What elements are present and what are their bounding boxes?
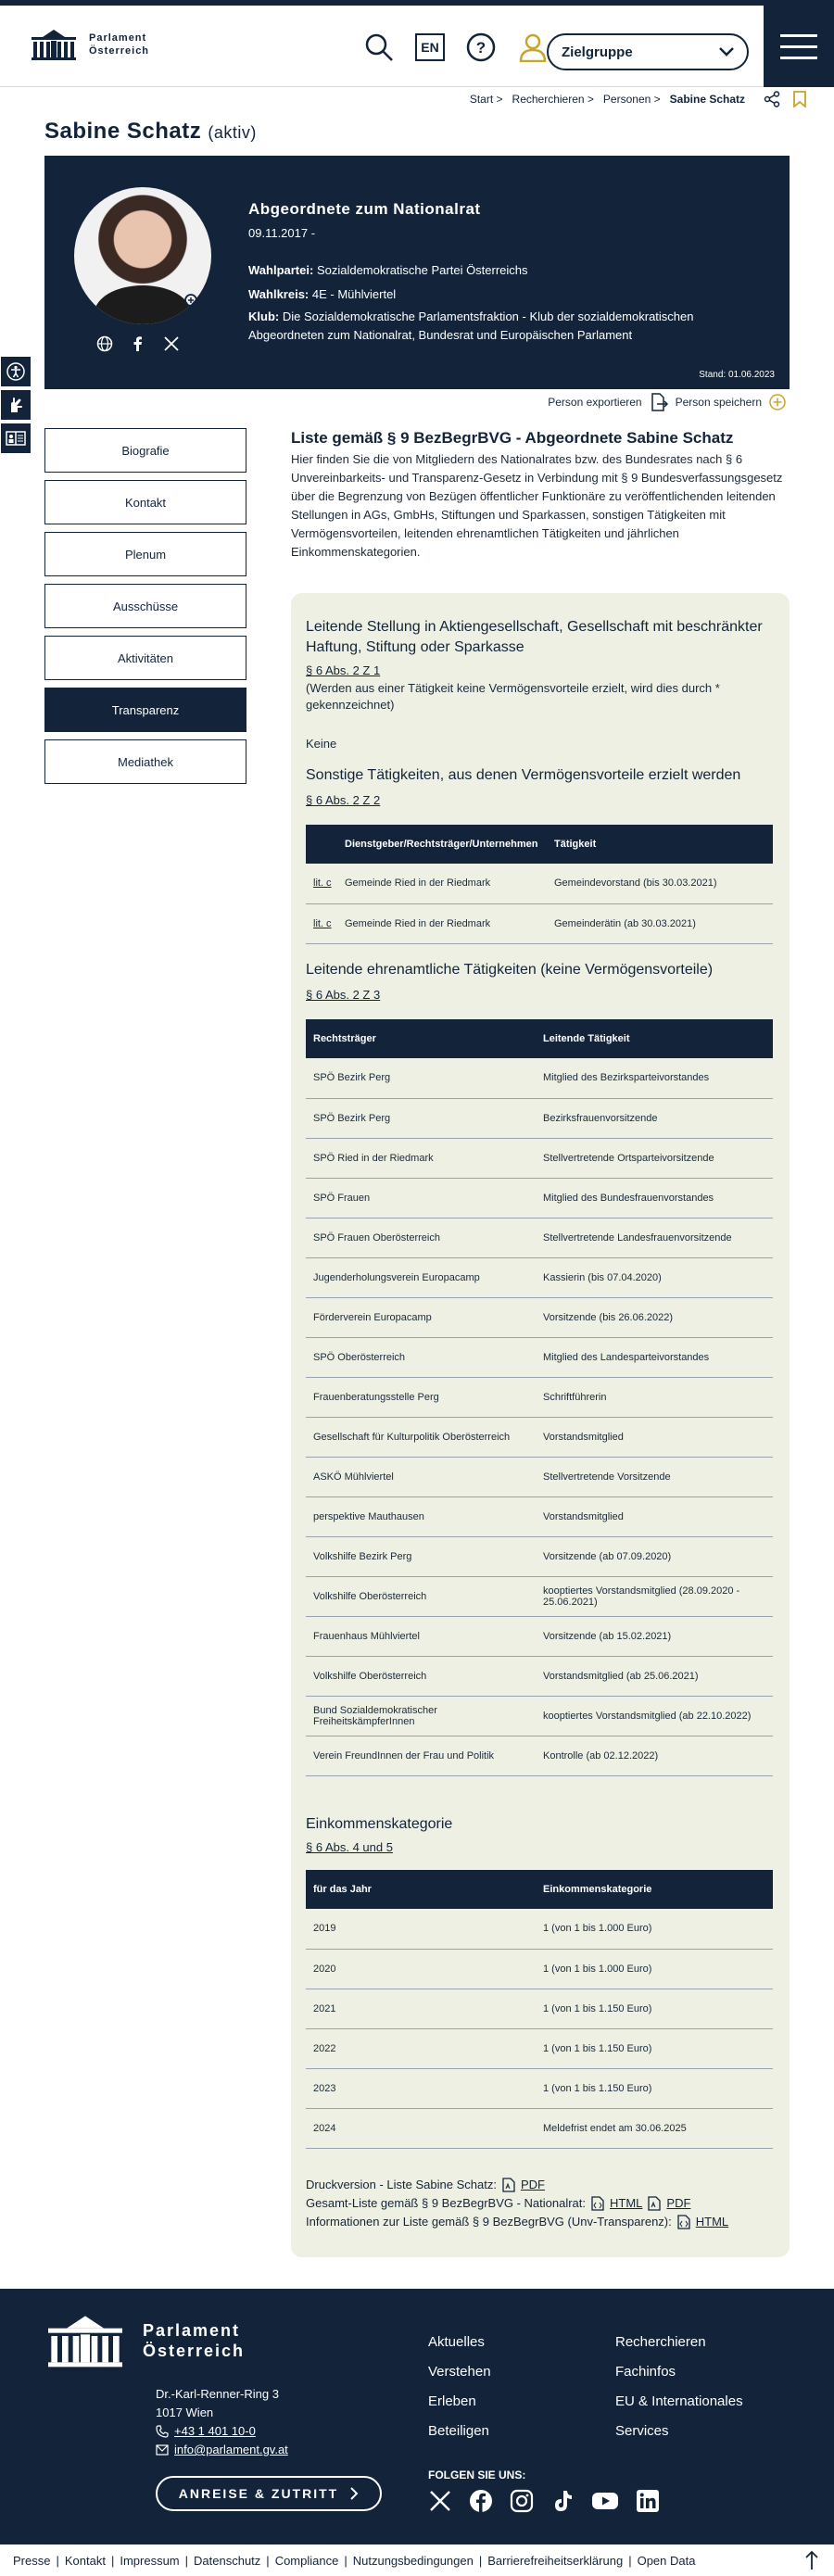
footer-social bbox=[428, 2489, 660, 2513]
table-cell: Stellvertretende Landesfrauenvorsitzende bbox=[536, 1218, 773, 1257]
table-row bbox=[306, 1949, 773, 1989]
sec3-col-org: Rechtsträger bbox=[306, 1019, 536, 1058]
bottom-link[interactable]: Datenschutz bbox=[194, 2553, 261, 2568]
facebook-icon[interactable] bbox=[469, 2489, 493, 2513]
table-cell: 2022 bbox=[306, 2028, 536, 2068]
breadcrumb-personen[interactable]: Personen > bbox=[602, 93, 661, 106]
footer-logo-line1: Parlament bbox=[143, 2321, 241, 2340]
table-cell: perspektive Mauthausen bbox=[306, 1496, 536, 1536]
table-cell: ASKÖ Mühlviertel bbox=[306, 1457, 536, 1496]
klub-value: Die Sozialdemokratische Parlamentsfraktion - Klub der sozialdemokratischen Abgeordneten zum Nationalrat, Bundesrat und Europäischen Parlament bbox=[248, 309, 694, 342]
table-cell: SPÖ Bezirk Perg bbox=[306, 1098, 536, 1138]
table-cell: SPÖ Oberösterreich bbox=[306, 1337, 536, 1377]
table-cell: Vorstandsmitglied bbox=[536, 1417, 773, 1457]
table-cell: Gesellschaft für Kulturpolitik Oberösterreich bbox=[306, 1417, 536, 1457]
link-separator: | bbox=[478, 2553, 483, 2568]
breadcrumb-recherchieren[interactable]: Recherchieren > bbox=[512, 93, 594, 106]
plus-circle-icon[interactable] bbox=[769, 394, 786, 410]
link-separator: | bbox=[344, 2553, 348, 2568]
link-separator: | bbox=[628, 2553, 632, 2568]
page-title bbox=[44, 119, 257, 145]
table-row bbox=[306, 2028, 773, 2068]
table-cell: Volkshilfe Oberösterreich bbox=[306, 1576, 536, 1616]
sidenav-item-ausschuesse[interactable]: Ausschüsse bbox=[44, 584, 246, 628]
sec1-title: Leitende Stellung in Aktiengesellschaft, Gesellschaft mit beschränkter Haftung, Stiftung oder Sparkasse bbox=[306, 619, 763, 655]
language-switch[interactable]: EN bbox=[415, 33, 445, 61]
table-row bbox=[306, 1257, 773, 1297]
sec2-law-link[interactable]: § 6 Abs. 2 Z 2 bbox=[306, 793, 381, 807]
table-row bbox=[306, 2068, 773, 2108]
target-group-select[interactable] bbox=[547, 33, 749, 70]
pdf-icon[interactable] bbox=[648, 2196, 661, 2211]
table-cell: Stellvertretende Ortsparteivorsitzende bbox=[536, 1138, 773, 1178]
html-icon[interactable] bbox=[677, 2215, 690, 2229]
sec4-col-year: für das Jahr bbox=[306, 1870, 536, 1909]
footer-city: 1017 Wien bbox=[156, 2406, 214, 2419]
breadcrumb bbox=[470, 93, 745, 106]
sidenav-item-transparenz[interactable]: Transparenz bbox=[44, 688, 246, 732]
sec4-col-cat: Einkommenskategorie bbox=[536, 1870, 773, 1909]
table-cell: 2020 bbox=[306, 1949, 536, 1989]
anreise-button[interactable] bbox=[156, 2476, 382, 2511]
table-cell: 1 (von 1 bis 1.150 Euro) bbox=[536, 1989, 773, 2028]
easy-read-icon[interactable] bbox=[0, 423, 32, 454]
youtube-icon[interactable] bbox=[591, 2489, 619, 2513]
table-row bbox=[306, 1576, 773, 1616]
html-icon[interactable] bbox=[591, 2196, 604, 2211]
back-to-top-icon[interactable] bbox=[804, 2550, 819, 2570]
export-icon[interactable] bbox=[650, 393, 668, 411]
table-row bbox=[306, 864, 773, 903]
main-content bbox=[291, 428, 790, 562]
download-label-full: Gesamt-Liste gemäß § 9 BezBegrBVG - Nationalrat: bbox=[306, 2196, 587, 2210]
chevron-down-icon bbox=[719, 47, 734, 57]
chevron-right-icon bbox=[349, 2486, 359, 2501]
table-cell: Schriftführerin bbox=[536, 1377, 773, 1417]
footer-phone-link[interactable]: +43 1 401 10-0 bbox=[174, 2424, 256, 2438]
footer-logo-line2: Österreich bbox=[143, 2342, 246, 2360]
table-row bbox=[306, 1098, 773, 1138]
table-cell: 2024 bbox=[306, 2108, 536, 2148]
wahlpartei-label: Wahlpartei: bbox=[248, 263, 314, 277]
bottom-link[interactable]: Barrierefreiheitserklärung bbox=[487, 2553, 624, 2568]
table-row bbox=[306, 1297, 773, 1337]
bottom-link[interactable]: Nutzungsbedingungen bbox=[352, 2553, 474, 2568]
accessibility-icon[interactable] bbox=[0, 356, 32, 387]
save-button[interactable]: Person speichern bbox=[675, 396, 762, 409]
mail-icon bbox=[156, 2444, 169, 2456]
table-row bbox=[306, 2108, 773, 2148]
table-cell: Gemeinde Ried in der Riedmark bbox=[337, 903, 547, 943]
link-separator: | bbox=[56, 2553, 59, 2568]
parlament-logo[interactable] bbox=[30, 28, 149, 61]
table-cell: Förderverein Europacamp bbox=[306, 1297, 536, 1337]
footer-street: Dr.-Karl-Renner-Ring 3 bbox=[156, 2387, 279, 2401]
link-separator: | bbox=[266, 2553, 270, 2568]
footer-link-fachinfos[interactable]: Fachinfos bbox=[615, 2364, 676, 2380]
table-row bbox=[306, 1736, 773, 1775]
table-cell: Mitglied des Landesparteivorstandes bbox=[536, 1337, 773, 1377]
table-row bbox=[306, 1218, 773, 1257]
table-cell: SPÖ Bezirk Perg bbox=[306, 1058, 536, 1098]
x-icon[interactable] bbox=[163, 335, 180, 352]
logo-line1: Parlament bbox=[89, 32, 147, 44]
sec2-col-act: Tätigkeit bbox=[547, 825, 773, 864]
footer-link-erleben[interactable]: Erleben bbox=[428, 2393, 476, 2409]
table-cell: 2023 bbox=[306, 2068, 536, 2108]
x-icon[interactable] bbox=[428, 2489, 452, 2513]
table-row bbox=[306, 1909, 773, 1949]
table-cell: Bezirksfrauenvorsitzende bbox=[536, 1098, 773, 1138]
sec3-title: Leitende ehrenamtliche Tätigkeiten (keine Vermögensvorteile) bbox=[306, 962, 714, 978]
table-cell: SPÖ Frauen bbox=[306, 1178, 536, 1218]
full-html-link[interactable]: HTML bbox=[610, 2196, 643, 2210]
table-row bbox=[306, 1138, 773, 1178]
footer-nav-col2 bbox=[615, 2328, 743, 2446]
lit-link[interactable]: lit. c bbox=[306, 864, 337, 903]
profile-card bbox=[44, 156, 790, 389]
table-row bbox=[306, 1457, 773, 1496]
table-row bbox=[306, 1417, 773, 1457]
breadcrumb-current: Sabine Schatz bbox=[669, 93, 745, 106]
downloads bbox=[306, 2176, 728, 2231]
footer-address bbox=[156, 2385, 288, 2459]
parliament-building-icon bbox=[44, 2313, 126, 2368]
table-row bbox=[306, 1337, 773, 1377]
download-label-info: Informationen zur Liste gemäß § 9 BezBegrBVG (Unv-Transparenz): bbox=[306, 2215, 672, 2229]
wahlkreis-label: Wahlkreis: bbox=[248, 287, 310, 301]
table-row bbox=[306, 1058, 773, 1098]
table-cell: Vorsitzende (ab 07.09.2020) bbox=[536, 1536, 773, 1576]
table-cell: Gemeindevorstand (bis 30.03.2021) bbox=[547, 864, 773, 903]
tiktok-icon[interactable] bbox=[550, 2489, 575, 2513]
sec4-table bbox=[306, 1870, 773, 2149]
klub-row bbox=[248, 308, 767, 345]
sidenav-item-mediathek[interactable]: Mediathek bbox=[44, 739, 246, 784]
sidenav-item-biografie[interactable]: Biografie bbox=[44, 428, 246, 473]
sidenav-item-kontakt[interactable]: Kontakt bbox=[44, 480, 246, 524]
footer-email-link[interactable]: info@parlament.gv.at bbox=[174, 2443, 288, 2456]
svg-text:?: ? bbox=[475, 39, 486, 57]
sec2-col-org: Dienstgeber/Rechtsträger/Unternehmen bbox=[306, 825, 547, 864]
table-cell: kooptiertes Vorstandsmitglied (28.09.2020 - 25.06.2021) bbox=[536, 1576, 773, 1616]
facebook-icon[interactable] bbox=[130, 335, 146, 352]
site-header bbox=[0, 6, 834, 87]
lit-link[interactable]: lit. c bbox=[306, 903, 337, 943]
table-cell: Meldefrist endet am 30.06.2025 bbox=[536, 2108, 773, 2148]
footer-link-services[interactable]: Services bbox=[615, 2423, 669, 2439]
table-cell: kooptiertes Vorstandsmitglied (ab 22.10.2022) bbox=[536, 1696, 773, 1736]
sec2-table bbox=[306, 825, 773, 944]
info-html-link[interactable]: HTML bbox=[695, 2215, 729, 2229]
sec3-law-link[interactable]: § 6 Abs. 2 Z 3 bbox=[306, 988, 381, 1002]
table-cell: Mitglied des Bezirksparteivorstandes bbox=[536, 1058, 773, 1098]
linkedin-icon[interactable] bbox=[636, 2489, 660, 2513]
link-separator: | bbox=[110, 2553, 115, 2568]
full-pdf-link[interactable]: PDF bbox=[666, 2196, 691, 2210]
parliament-building-icon bbox=[30, 28, 78, 61]
link-separator: | bbox=[184, 2553, 189, 2568]
table-cell: Vorstandsmitglied bbox=[536, 1496, 773, 1536]
footer-link-eu[interactable]: EU & Internationales bbox=[615, 2393, 743, 2409]
wahlkreis-value: 4E - Mühlviertel bbox=[311, 287, 397, 301]
table-cell: Volkshilfe Bezirk Perg bbox=[306, 1536, 536, 1576]
footer-link-recherchieren[interactable]: Recherchieren bbox=[615, 2334, 706, 2350]
anreise-label: ANREISE & ZUTRITT bbox=[178, 2486, 339, 2501]
footer-link-verstehen[interactable]: Verstehen bbox=[428, 2364, 491, 2380]
bottom-link[interactable]: Impressum bbox=[120, 2553, 180, 2568]
user-icon[interactable] bbox=[517, 32, 549, 63]
table-cell: Bund Sozialdemokratischer FreiheitskämpferInnen bbox=[306, 1696, 536, 1736]
table-cell: Volkshilfe Oberösterreich bbox=[306, 1656, 536, 1696]
table-row bbox=[306, 1656, 773, 1696]
wahlpartei-value: Sozialdemokratische Partei Österreichs bbox=[316, 263, 528, 277]
role-since: 09.11.2017 - bbox=[248, 226, 316, 240]
wahlkreis-row bbox=[248, 285, 767, 304]
follow-label: FOLGEN SIE UNS: bbox=[428, 2469, 526, 2481]
bottom-link[interactable]: Presse bbox=[13, 2553, 51, 2568]
table-cell: 1 (von 1 bis 1.150 Euro) bbox=[536, 2068, 773, 2108]
pdf-icon[interactable] bbox=[502, 2178, 515, 2192]
table-cell: Kontrolle (ab 02.12.2022) bbox=[536, 1736, 773, 1775]
table-row bbox=[306, 1536, 773, 1576]
share-icon[interactable] bbox=[764, 91, 780, 107]
phone-icon bbox=[156, 2425, 169, 2438]
breadcrumb-start[interactable]: Start > bbox=[469, 93, 503, 106]
footer-link-aktuelles[interactable]: Aktuelles bbox=[428, 2334, 485, 2350]
table-cell: 1 (von 1 bis 1.000 Euro) bbox=[536, 1909, 773, 1949]
instagram-icon[interactable] bbox=[510, 2489, 534, 2513]
profile-sidenav bbox=[44, 428, 246, 791]
bottom-links bbox=[0, 2544, 834, 2576]
bookmark-icon[interactable] bbox=[793, 91, 806, 107]
intro-text: Hier finden Sie die von Mitgliedern des Nationalrates bzw. des Bundesrates nach § 6 Unvereinbarkeits- und Transparenz-Gesetz in Verbindung mit § 9 Bundesverfassungsgesetz über die Begrenzung von Bezügen öffentlicher Funktionäre zu veröffentlichenden leitenden Stellungen in AGs, GmbHs, Stiftungen und Sparkassen, sonstigen Tätigkeiten mit Vermögensvorteilen, leitenden ehrenamtlichen Tätigkeiten und jährlichen Einkommenskategorien. bbox=[291, 452, 783, 559]
table-cell: Kassierin (bis 07.04.2020) bbox=[536, 1257, 773, 1297]
table-cell: Frauenhaus Mühlviertel bbox=[306, 1616, 536, 1656]
table-row bbox=[306, 1616, 773, 1656]
sec2-title: Sonstige Tätigkeiten, aus denen Vermögensvorteile erzielt werden bbox=[306, 767, 741, 783]
search-icon[interactable] bbox=[363, 32, 395, 63]
accessibility-widget bbox=[0, 356, 33, 456]
table-cell: Vorstandsmitglied (ab 25.06.2021) bbox=[536, 1656, 773, 1696]
export-button[interactable]: Person exportieren bbox=[548, 396, 642, 409]
table-row bbox=[306, 1696, 773, 1736]
table-row bbox=[306, 1496, 773, 1536]
wahlpartei-row bbox=[248, 261, 767, 280]
bottom-link[interactable]: Compliance bbox=[274, 2553, 339, 2568]
sec1-law-link[interactable]: § 6 Abs. 2 Z 1 bbox=[306, 663, 381, 677]
person-actions bbox=[548, 393, 786, 411]
table-row bbox=[306, 1989, 773, 2028]
sec4-title: Einkommenskategorie bbox=[306, 1816, 453, 1832]
sign-language-icon[interactable] bbox=[0, 389, 32, 421]
target-group-label: Zielgruppe bbox=[562, 44, 633, 60]
section-title: Liste gemäß § 9 BezBegrBVG - Abgeordnete Sabine Schatz bbox=[291, 429, 734, 447]
sec1-note: (Werden aus einer Tätigkeit keine Vermögensvorteile erzielt, wird dies durch * gekennzeichnet) bbox=[306, 681, 720, 712]
footer-link-beteiligen[interactable]: Beteiligen bbox=[428, 2423, 489, 2439]
zoom-icon[interactable] bbox=[183, 293, 202, 311]
menu-icon[interactable] bbox=[764, 6, 834, 87]
table-cell: Verein FreundInnen der Frau und Politik bbox=[306, 1736, 536, 1775]
person-status: (aktiv) bbox=[208, 123, 257, 142]
sec3-col-act: Leitende Tätigkeit bbox=[536, 1019, 773, 1058]
table-row bbox=[306, 903, 773, 943]
print-pdf-link[interactable]: PDF bbox=[520, 2178, 545, 2191]
table-cell: Frauenberatungsstelle Perg bbox=[306, 1377, 536, 1417]
website-icon[interactable] bbox=[96, 335, 113, 352]
table-cell: 2021 bbox=[306, 1989, 536, 2028]
table-row bbox=[306, 1178, 773, 1218]
table-cell: Stellvertretende Vorsitzende bbox=[536, 1457, 773, 1496]
person-name: Sabine Schatz bbox=[44, 119, 202, 144]
sec3-table bbox=[306, 1019, 773, 1776]
table-cell: 2019 bbox=[306, 1909, 536, 1949]
klub-label: Klub: bbox=[248, 309, 280, 323]
footer-logo[interactable] bbox=[44, 2313, 245, 2368]
table-row bbox=[306, 1377, 773, 1417]
help-icon[interactable] bbox=[465, 32, 497, 63]
sec1-value: Keine bbox=[306, 737, 337, 751]
footer-nav-col1 bbox=[428, 2328, 491, 2446]
sidenav-item-plenum[interactable]: Plenum bbox=[44, 532, 246, 576]
bottom-link[interactable]: Kontakt bbox=[64, 2553, 106, 2568]
table-cell: 1 (von 1 bis 1.000 Euro) bbox=[536, 1949, 773, 1989]
table-cell: Vorsitzende (bis 26.06.2022) bbox=[536, 1297, 773, 1337]
stand-date: Stand: 01.06.2023 bbox=[699, 370, 775, 380]
site-footer bbox=[0, 2289, 834, 2544]
bottom-link[interactable]: Open Data bbox=[637, 2553, 696, 2568]
table-cell: Vorsitzende (ab 15.02.2021) bbox=[536, 1616, 773, 1656]
download-label-print: Druckversion - Liste Sabine Schatz: bbox=[306, 2178, 497, 2191]
table-cell: SPÖ Frauen Oberösterreich bbox=[306, 1218, 536, 1257]
sidenav-item-aktivitaeten[interactable]: Aktivitäten bbox=[44, 636, 246, 680]
table-cell: SPÖ Ried in der Riedmark bbox=[306, 1138, 536, 1178]
person-role: Abgeordnete zum Nationalrat bbox=[248, 200, 481, 218]
table-cell: Jugenderholungsverein Europacamp bbox=[306, 1257, 536, 1297]
logo-line2: Österreich bbox=[89, 45, 150, 57]
table-cell: Gemeinde Ried in der Riedmark bbox=[337, 864, 547, 903]
table-cell: Mitglied des Bundesfrauenvorstandes bbox=[536, 1178, 773, 1218]
sec4-law-link[interactable]: § 6 Abs. 4 und 5 bbox=[306, 1840, 393, 1854]
table-cell: 1 (von 1 bis 1.150 Euro) bbox=[536, 2028, 773, 2068]
table-cell: Gemeinderätin (ab 30.03.2021) bbox=[547, 903, 773, 943]
